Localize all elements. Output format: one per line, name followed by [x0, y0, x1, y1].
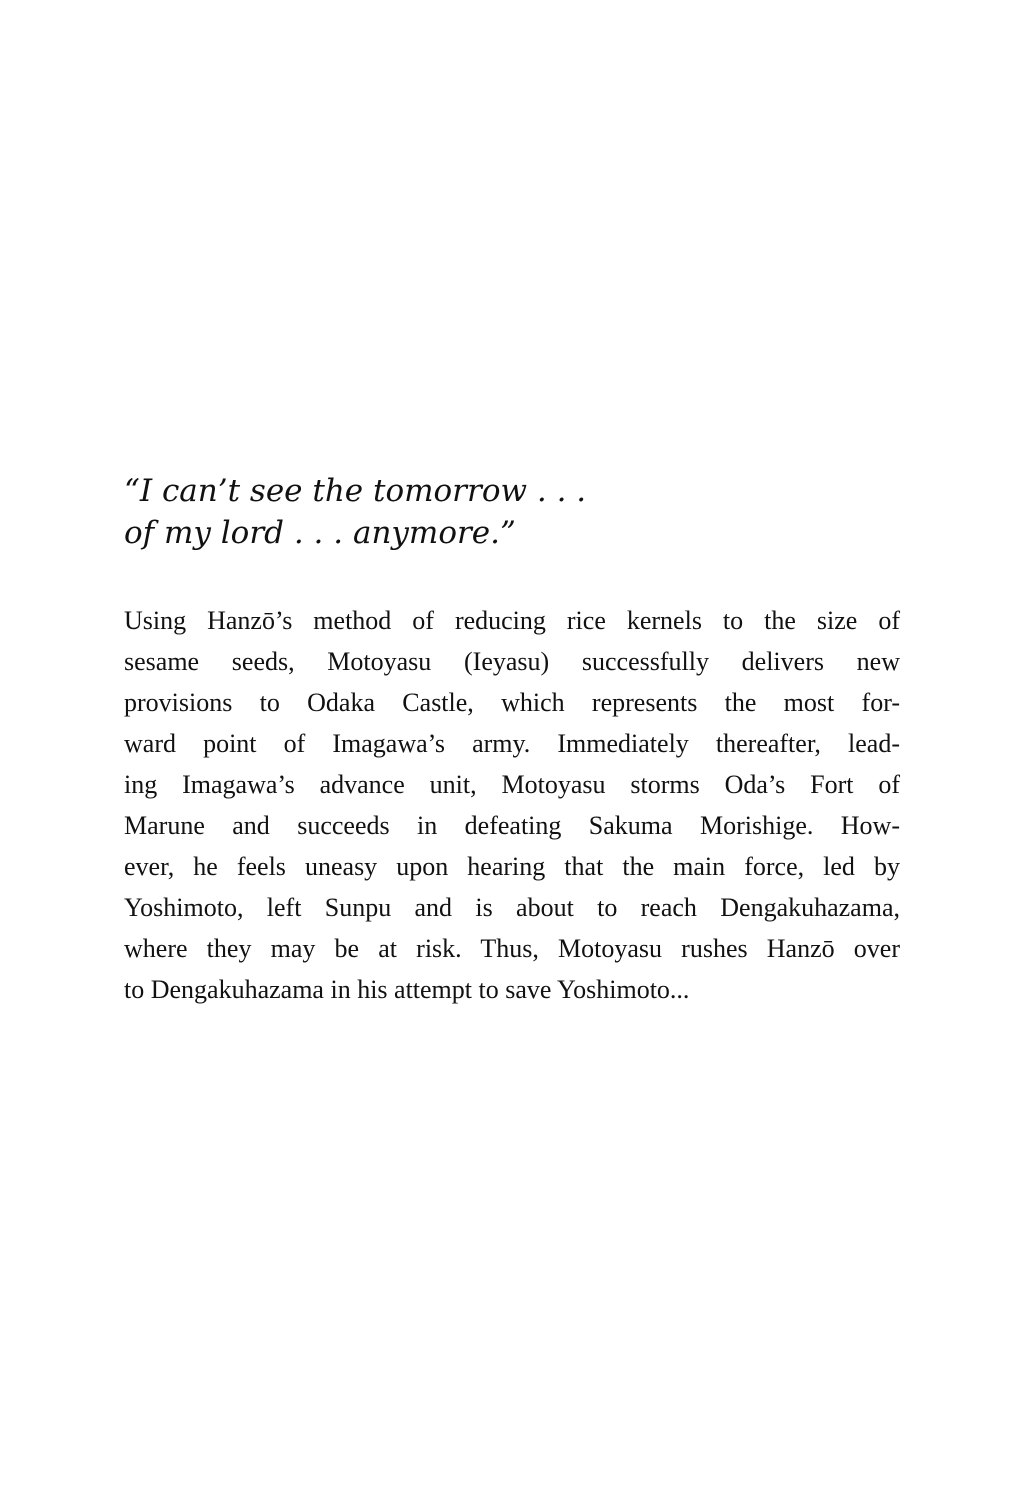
paragraph-line: sesame seeds, Motoyasu (Ieyasu) successfully delivers new [124, 647, 900, 676]
paragraph-line: Marune and succeeds in defeating Sakuma Morishige. How- [124, 811, 900, 840]
paragraph-line: ward point of Imagawa’s army. Immediately thereafter, lead- [124, 729, 900, 758]
quote-line: “I can’t see the tomorrow . . . [124, 473, 587, 509]
quote-line: of my lord . . . anymore.” [124, 515, 516, 551]
paragraph-line: Using Hanzō’s method of reducing rice kernels to the size of [124, 606, 900, 635]
paragraph-line: provisions to Odaka Castle, which represents the most for- [124, 688, 900, 717]
paragraph-line: to Dengakuhazama in his attempt to save Yoshimoto... [124, 975, 690, 1004]
paragraph-line: ever, he feels uneasy upon hearing that the main force, led by [124, 852, 900, 881]
synopsis-paragraph [124, 600, 900, 1010]
epigraph-quote [124, 470, 904, 554]
paragraph-line: ing Imagawa’s advance unit, Motoyasu storms Oda’s Fort of [124, 770, 900, 799]
paragraph-line: where they may be at risk. Thus, Motoyasu rushes Hanzō over [124, 934, 900, 963]
paragraph-line: Yoshimoto, left Sunpu and is about to reach Dengakuhazama, [124, 893, 900, 922]
